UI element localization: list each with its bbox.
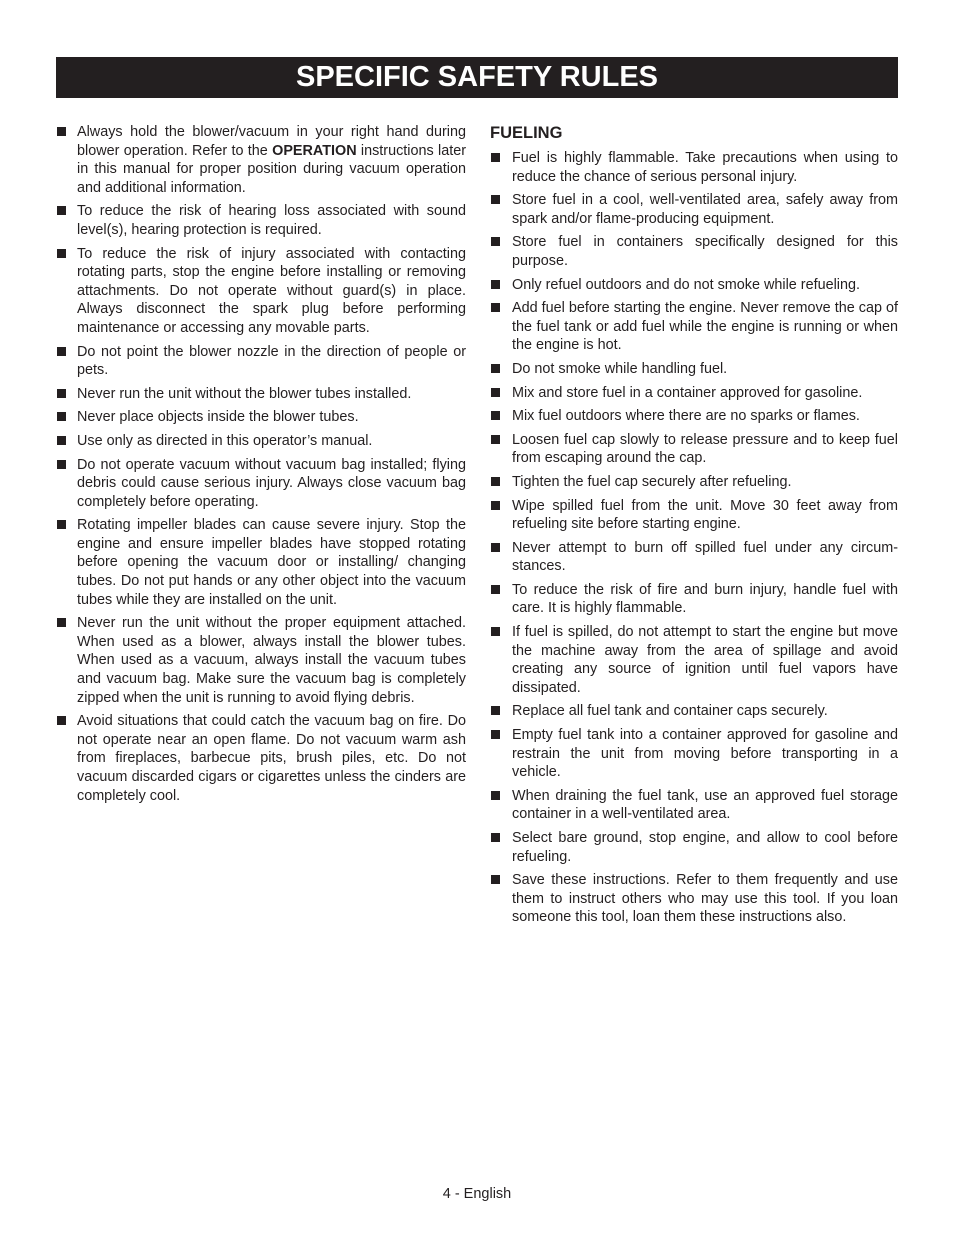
list-item: When draining the fuel tank, use an approved fuel storage container in a well-ventilated area. [490,787,898,824]
bullet-square-icon [57,436,66,445]
bullet-square-icon [57,347,66,356]
list-item: Select bare ground, stop engine, and allow to cool before refueling. [490,829,898,866]
fueling-rules-list [490,149,898,927]
bullet-square-icon [57,389,66,398]
fueling-heading: FUELING [490,124,563,142]
bullet-square-icon [491,501,500,510]
list-item: Do not point the blower nozzle in the direction of people or pets. [56,343,466,380]
list-item: Save these instructions. Refer to them frequently and use them to instruct others who may use this tool. If you loan someone this tool, loan them these instructions also. [490,871,898,927]
bullet-square-icon [491,388,500,397]
bullet-square-icon [491,364,500,373]
list-item: Replace all fuel tank and container caps securely. [490,702,898,721]
bullet-square-icon [57,716,66,725]
list-item: Mix and store fuel in a container approved for gasoline. [490,384,898,403]
bullet-square-icon [57,206,66,215]
bullet-square-icon [491,435,500,444]
page-title: SPECIFIC SAFETY RULES [56,57,898,98]
list-item: Always hold the blower/vacuum in your right hand during blower operation. Refer to the OPERATION instructions later in this manual for proper position during vacuum operation and additional information. [56,123,466,197]
list-item: Avoid situations that could catch the vacuum bag on fire. Do not operate near an open flame. Do not vacuum warm ash from fireplaces, barbecue pits, brush piles, etc. Do not vacuum discarded cigars or cigarettes unless the cinders are completely cool. [56,712,466,805]
list-item: If fuel is spilled, do not attempt to start the engine but move the machine away from the area of spillage and avoid creating any source of ignition until fuel vapors have dissipated. [490,623,898,697]
list-item: Empty fuel tank into a container approved for gasoline and restrain the unit from moving before transporting in a vehicle. [490,726,898,782]
list-item: To reduce the risk of injury associated with contacting rotating parts, stop the engine before installing or removing attachments. Do not operate without guard(s) in place. Always disconnect the spark plug before performing maintenance or accessing any movable parts. [56,245,466,338]
list-item: To reduce the risk of hearing loss associated with sound level(s), hearing protection is required. [56,202,466,239]
bullet-square-icon [57,412,66,421]
right-column [490,123,898,932]
bullet-square-icon [491,411,500,420]
page-number-footer: 4 - English [442,1186,512,1202]
bullet-square-icon [491,195,500,204]
bullet-square-icon [491,477,500,486]
list-item: Rotating impeller blades can cause severe injury. Stop the engine and ensure impeller blades have stopped rotating before opening the vacuum door or installing/ changing tubes. Do not put hands or any other object into the vacuum tubes while they are installed on the unit. [56,516,466,609]
list-item: Fuel is highly flammable. Take precautions when using to reduce the chance of serious personal injury. [490,149,898,186]
list-item: Never place objects inside the blower tubes. [56,408,466,427]
bullet-square-icon [491,237,500,246]
list-item: Do not smoke while handling fuel. [490,360,898,379]
bullet-square-icon [491,791,500,800]
list-item: Store fuel in a cool, well-ventilated area, safely away from spark and/or flame-producing equipment. [490,191,898,228]
list-item: Mix fuel outdoors where there are no sparks or flames. [490,407,898,426]
bullet-square-icon [491,303,500,312]
list-item: Loosen fuel cap slowly to release pressure and to keep fuel from escaping around the cap. [490,431,898,468]
bullet-square-icon [491,627,500,636]
list-item: Never run the unit without the blower tubes installed. [56,385,466,404]
list-item: Never attempt to burn off spilled fuel under any circum-stances. [490,539,898,576]
bullet-square-icon [57,618,66,627]
list-item: Only refuel outdoors and do not smoke while refueling. [490,276,898,295]
list-item: Do not operate vacuum without vacuum bag installed; flying debris could cause serious injury. Always close vacuum bag completely before operating. [56,456,466,512]
bullet-square-icon [57,127,66,136]
bullet-square-icon [57,249,66,258]
list-item: To reduce the risk of fire and burn injury, handle fuel with care. It is highly flammable. [490,581,898,618]
bullet-square-icon [491,280,500,289]
bullet-square-icon [491,875,500,884]
bullet-square-icon [491,833,500,842]
bullet-square-icon [491,730,500,739]
left-column [56,123,466,810]
list-item: Add fuel before starting the engine. Never remove the cap of the fuel tank or add fuel while the engine is running or when the engine is hot. [490,299,898,355]
bullet-square-icon [491,585,500,594]
operation-reference: OPERATION [272,142,357,159]
bullet-square-icon [491,153,500,162]
bullet-square-icon [491,543,500,552]
list-item: Tighten the fuel cap securely after refueling. [490,473,898,492]
bullet-square-icon [57,520,66,529]
list-item: Never run the unit without the proper equipment attached. When used as a blower, always install the blower tubes. When used as a vacuum, always install the vacuum tubes and vacuum bag. Make sure the vacuum bag is completely zipped when the unit is running to avoid flying debris. [56,614,466,707]
bullet-square-icon [57,460,66,469]
bullet-square-icon [491,706,500,715]
list-item: Use only as directed in this operator’s manual. [56,432,466,451]
list-item: Wipe spilled fuel from the unit. Move 30 feet away from refueling site before starting engine. [490,497,898,534]
list-item: Store fuel in containers specifically designed for this purpose. [490,233,898,270]
left-rules-list [56,123,466,805]
